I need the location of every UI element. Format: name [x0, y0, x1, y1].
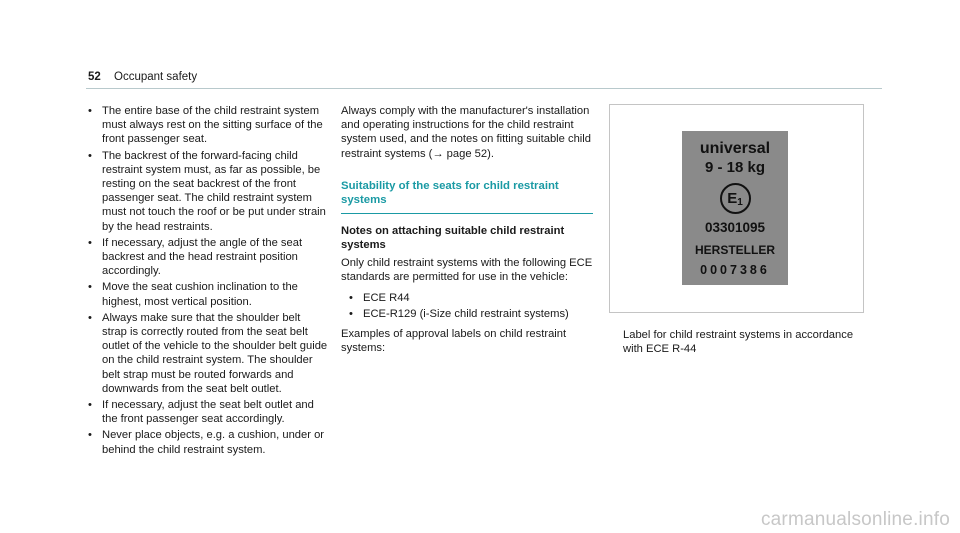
- body-paragraph: Only child restraint systems with the following ECE standards are permitted for use in the vehicle:: [341, 257, 593, 284]
- label-serial-number: 0007386: [700, 263, 770, 277]
- bullet-icon: •: [88, 105, 92, 117]
- bullet-icon: •: [88, 149, 92, 162]
- header-divider: [86, 88, 882, 89]
- section-title: Occupant safety: [114, 71, 198, 83]
- bullet-icon: •: [88, 429, 92, 442]
- middle-column: [341, 104, 593, 361]
- left-column: [88, 104, 328, 459]
- label-manufacturer: HERSTELLER: [694, 243, 775, 257]
- page-number: 52: [88, 71, 101, 83]
- label-approval-number: 03301095: [704, 220, 766, 235]
- approval-label-figure: [609, 104, 864, 313]
- e-mark-icon: $E_1$: [720, 183, 751, 214]
- bullet-icon: •: [88, 399, 92, 412]
- list-item: • Always make sure that the shoulder belt strap is correctly routed from the seat belt outlet of the vehicle to the shoulder belt guide on the child restraint system. The shoulder belt strap must be routed forwards and downwards from the seat belt outlet.: [88, 311, 328, 395]
- bullet-icon: •: [349, 307, 353, 320]
- bullet-icon: •: [88, 281, 92, 294]
- watermark: carmanualsonline.info: [760, 508, 950, 530]
- list-item: • Move the seat cushion inclination to the highest, most vertical position.: [88, 281, 298, 308]
- section-divider: [341, 213, 593, 214]
- list-item: • ECE R44: [349, 291, 410, 304]
- page-header: [88, 70, 197, 84]
- approval-label-plate: [682, 131, 788, 285]
- list-item: • The backrest of the forward-facing child restraint system must, as far as possible, be resting on the seat backrest of the front passenger seat. The child restraint system must not touch the roof or be put under strain by the head restraints.: [88, 149, 326, 233]
- bullet-icon: •: [88, 236, 92, 249]
- examples-paragraph: Examples of approval labels on child restraint systems:: [341, 328, 567, 355]
- label-weight-class: 9 - 18 kg: [704, 159, 766, 176]
- list-item: • Never place objects, e.g. a cushion, under or behind the child restraint system.: [88, 429, 325, 456]
- list-item: • ECE-R129 (i-Size child restraint systems): [349, 307, 569, 320]
- intro-paragraph: Always comply with the manufacturer's installation and operating instructions for the child restraint system used, and the notes on fitting suitable child restraint systems (→ page 52).: [341, 105, 592, 160]
- list-item: • If necessary, adjust the angle of the seat backrest and the head restraint position accordingly.: [88, 236, 303, 278]
- section-heading: Suitability of the seats for child restraint systems: [341, 179, 559, 206]
- list-item: • If necessary, adjust the seat belt outlet and the front passenger seat accordingly.: [88, 399, 314, 426]
- sub-heading: Notes on attaching suitable child restraint systems: [341, 224, 565, 252]
- list-item: • The entire base of the child restraint system must always rest on the sitting surface of the front passenger seat.: [88, 105, 323, 146]
- instruction-list: [88, 104, 328, 457]
- label-category: universal: [699, 140, 771, 157]
- bullet-icon: •: [349, 291, 353, 304]
- standards-list: [341, 291, 593, 321]
- figure-caption: Label for child restraint systems in accordance with ECE R-44: [623, 329, 854, 356]
- bullet-icon: •: [88, 311, 92, 324]
